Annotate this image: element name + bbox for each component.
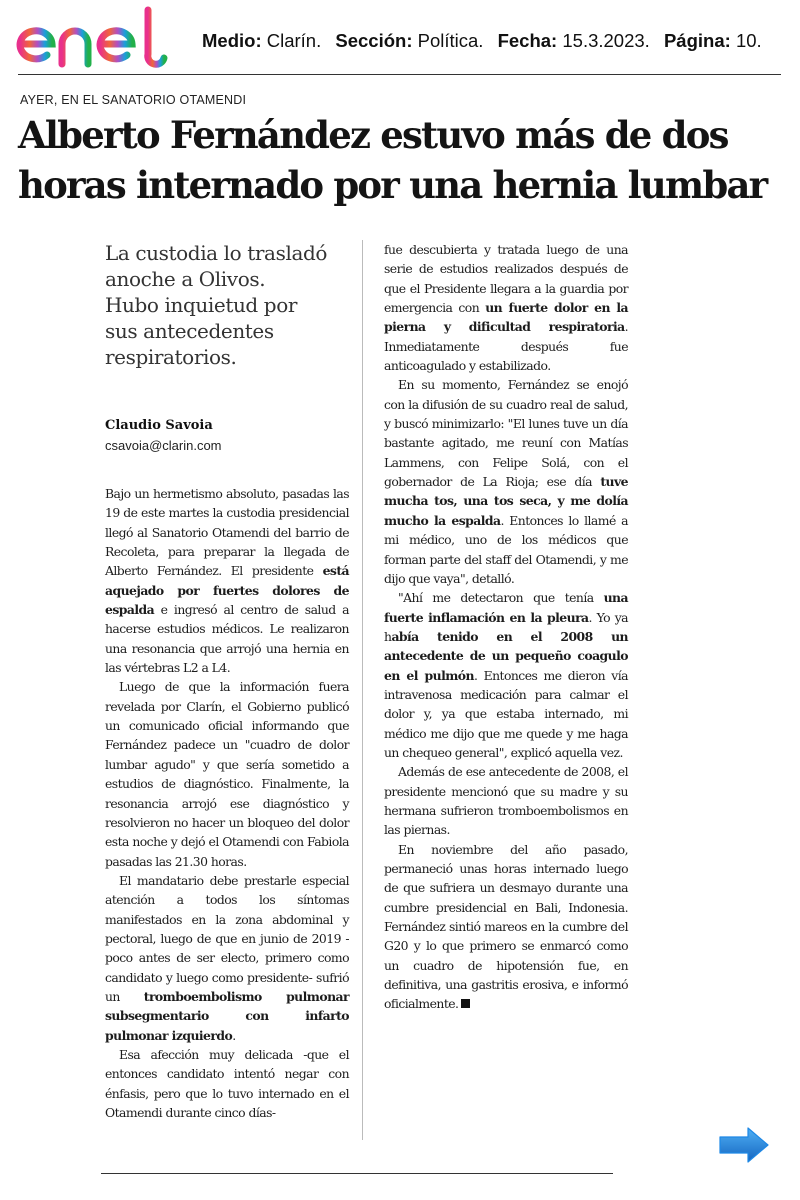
- text-run: En su momento, Fernández se enojó con la difusión de su cuadro real de salud, y buscó minimizarlo: "El lunes tuve un día bastante agitado, me reuní con Matías Lammens, con Felipe Solá, con el gobernador de La Rioja; ese día: [384, 377, 628, 490]
- author-email[interactable]: csavoia@clarin.com: [105, 438, 222, 453]
- pagina-value: 10.: [735, 30, 762, 51]
- subhead-line: anoche a Olivos.: [105, 267, 266, 291]
- body-paragraph: [384, 375, 628, 588]
- arrow-right-icon[interactable]: [718, 1126, 770, 1164]
- enel-logo: [14, 6, 182, 70]
- column-divider: [362, 240, 363, 1140]
- medio-value: Clarín.: [266, 30, 322, 51]
- headline: [18, 110, 788, 210]
- bold-text: tuve mucha tos, una tos seca, y me dolía mucho la espalda: [384, 474, 628, 528]
- bold-text: abía tenido en el 2008 un antecedente de un pequeño coagulo en el pulmón: [384, 628, 628, 683]
- text-run: Además de ese antecedente de 2008, el presidente mencionó que su madre y su hermana sufrieron tromboembolismos en las piernas.: [384, 764, 628, 838]
- text-run: Bajo un hermetismo absoluto, pasadas las 19 de este martes la custodia presidencial llegó al Sanatorio Otamendi del barrio de Recoleta, para preparar la llegada de Alberto Fernández. El presidente: [105, 486, 349, 579]
- body-paragraph: [105, 1045, 349, 1122]
- medio-label: Medio:: [202, 30, 262, 51]
- text-run: . Yo ya h: [384, 609, 628, 644]
- body-paragraph: [384, 588, 628, 762]
- bold-text: un fuerte dolor en la pierna y dificultad respiratoria: [384, 300, 628, 335]
- subhead: [105, 240, 349, 370]
- subhead-line: Hubo inquietud por: [105, 293, 297, 317]
- body-text-left: [105, 484, 349, 1122]
- fecha-label: Fecha:: [497, 30, 558, 51]
- footer-divider: [101, 1173, 613, 1174]
- bold-text: está aquejado por fuertes dolores de espalda: [105, 563, 349, 618]
- text-run: . Inmediatamente después fue anticoagulado y estabilizado.: [384, 319, 628, 374]
- author-name: Claudio Savoia: [105, 418, 213, 433]
- article-column-right: [384, 240, 628, 1014]
- article-column-left: [105, 240, 349, 1122]
- text-run: e ingresó al centro de salud a hacerse estudios médicos. Le realizaron una resonancia que arrojó una hernia en las vértebras L2 a L4.: [105, 602, 349, 676]
- text-run: Luego de que la información fuera revelada por Clarín, el Gobierno publicó un comunicado oficial informando que Fernández padece un "cuadro de dolor lumbar agudo" y que sería sometido a estudios de diagnóstico. Finalmente, la resonancia arrojó ese diagnóstico y resolvieron no hacer un bloqueo del dolor esta noche y dejó el Otamendi con Fabiola pasadas las 21.30 horas.: [105, 679, 349, 869]
- body-paragraph: [105, 677, 349, 870]
- pagina-label: Página:: [663, 30, 731, 51]
- bold-text: una fuerte inflamación en la pleura: [384, 590, 628, 625]
- body-paragraph: [384, 840, 628, 1014]
- text-run: En noviembre del año pasado, permaneció unas horas internado luego de que sufriera un desmayo durante una cumbre presidencial en Bali, Indonesia. Fernández sintió mareos en la cumbre del G20 y lo que primero se enmarcó como un cuadro de hipotensión fue, en definitiva, una gastritis erosiva, e informó oficialmente.: [384, 841, 628, 1012]
- subhead-line: La custodia lo trasladó: [105, 241, 328, 265]
- bold-text: tromboembolismo pulmonar subsegmentario con infarto pulmonar izquierdo: [105, 988, 349, 1043]
- byline: [105, 416, 349, 456]
- source-metadata: [202, 30, 762, 52]
- seccion-label: Sección:: [335, 30, 413, 51]
- body-paragraph: [105, 484, 349, 677]
- end-mark-icon: [461, 999, 470, 1008]
- text-run: . Entonces lo llamé a mi médico, uno de los médicos que forman parte del staff del Otamendi, y me dijo que vaya", detalló.: [384, 512, 628, 586]
- subhead-line: sus antecedentes: [105, 319, 274, 343]
- body-paragraph: [384, 762, 628, 839]
- text-run: . Entonces me dieron vía intravenosa medicación para calmar el dolor y, ya que estaba internado, mi médico me dijo que me quede y me haga un chequeo general", explicó aquella vez.: [384, 667, 628, 760]
- header-divider: [18, 74, 781, 75]
- text-run: "Ahí me detectaron que tenía: [398, 590, 604, 606]
- kicker: AYER, EN EL SANATORIO OTAMENDI: [20, 93, 247, 107]
- text-run: .: [232, 1027, 236, 1043]
- text-run: Esa afección muy delicada -que el entonces candidato intentó negar con énfasis, pero que lo tuvo internado en el Otamendi durante cinco días-: [105, 1046, 349, 1120]
- body-paragraph: [105, 871, 349, 1045]
- subhead-line: respiratorios.: [105, 345, 237, 369]
- headline-line-1: Alberto Fernández estuvo más de dos: [18, 113, 728, 157]
- text-run: fue descubierta y tratada luego de una serie de estudios realizados después de que el Presidente llegara a la guardia por emergencia con: [384, 242, 628, 316]
- fecha-value: 15.3.2023.: [562, 30, 650, 51]
- seccion-value: Política.: [417, 30, 484, 51]
- headline-line-2: horas internado por una hernia lumbar: [18, 163, 767, 207]
- text-run: El mandatario debe prestarle especial atención a todos los síntomas manifestados en la zona abdominal y pectoral, luego de que en junio de 2019 -poco antes de ser electo, primero como candidato y luego como presidente- sufrió un: [105, 872, 349, 1004]
- body-paragraph: [384, 240, 628, 375]
